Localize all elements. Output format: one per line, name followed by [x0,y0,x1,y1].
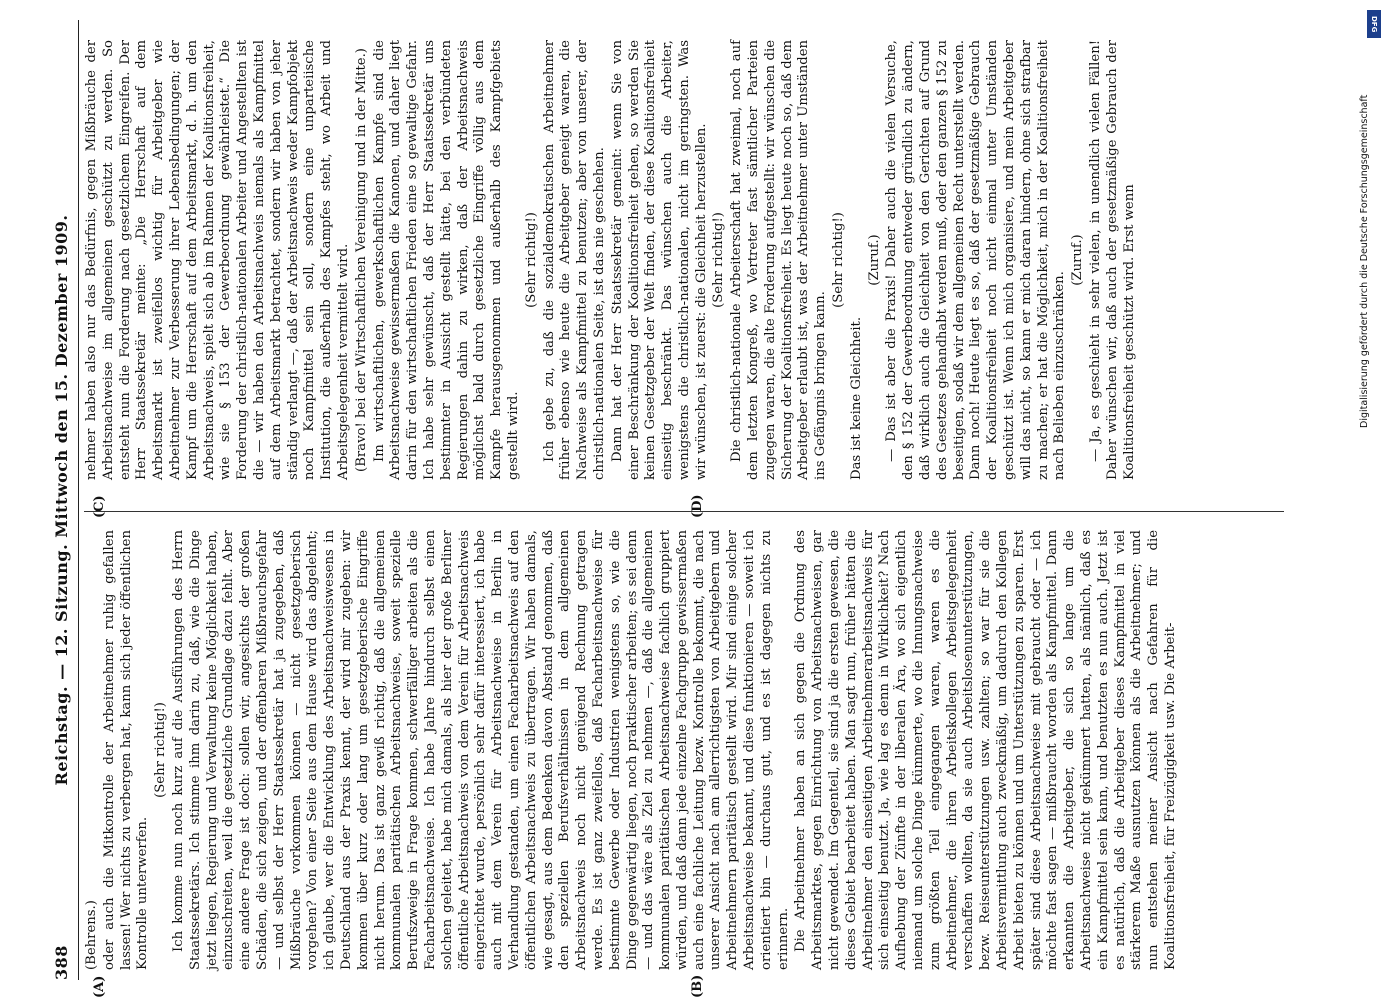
right-column-paragraph: — Ja, es geschieht in sehr vielen, in unendlich vielen Fällen! Daher wünschen wir, daß auch der gesetzmäßige Gebrauch der Koalitionsfreiheit geschützt wird. Erst wenn [1088,40,1137,480]
left-column-paragraph: Die Arbeitnehmer haben an sich gegen die Ordnung des Arbeitsmarktes, gegen Einrichtung von Arbeitsnachweisen, gar nicht gewendet. Im Gegenteil, sie sind ja die ersten gewesen, die dieses Gebiet bearbeitet haben. Man sagt nun, früher hätten die Arbeitnehmer den einseitigen Arbeitnehmerarbeitsnachweis für sich einseitig benutzt. Ja, wie lag es denn in Wirklichkeit? Nach Aufhebung der Zünfte in der liberalen Ära, wo sich eigentlich niemand um solche Dinge kümmerte, wo die Innungsnachweise zum größten Teil eingegangen waren, waren es die Arbeitnehmer, die ihren Arbeitskollegen Arbeitsgelegenheit verschaffen wollten, da sie auch Arbeitslosenunterstützungen, bezw. Reiseunterstützungen usw. zahlten; so war für sie die Arbeitsvermittlung auch zweckmäßig, um dadurch den Kollegen Arbeit bieten zu können und um Unterstützungen zu sparen. Erst später sind diese Arbeitsnachweise mit gebraucht oder — ich möchte fast sagen — mißbraucht worden als Kampfmittel. Dann erkannten die Arbeitgeber, die sich so lange um die Arbeitsnachweise nicht gekümmert hatten, als nämlich, daß es ein Kampfmittel sein kann, und benutzten es nun auch. Jetzt ist es natürlich, daß die Arbeitgeber dieses Kampfmittel in viel stärkerem Maße ausnutzen können als die Arbeitnehmer; und nun entstehen meiner Ansicht nach Gefahren für die Koalitionsfreiheit, für Freizügigkeit usw. Die Arbeit- [793,530,1178,970]
running-head: Reichstag. — 12. Sitzung. Mittwoch den 15. Dezember 1909. [52,214,71,786]
left-column-paragraph: (Behrens.) [84,900,99,970]
right-column-paragraph: Im wirtschaftlichen, gewerkschaftlichen Kampfe sind die Arbeitsnachweise gewissermaßen die Kanonen, und daher liegt darin für den wirtschaftlichen Frieden eine so gewaltige Gefahr. Ich habe sehr gewünscht, daß der Herr Staatssekretär uns bestimmter in Aussicht gestellt hätte, bei den verbündeten Regierungen dahin zu wirken, daß der Arbeitsnachweis möglichst bald durch gesetzliche Eingriffe völlig aus dem Kampfe herausgenommen und außerhalb des Kampfgebiets gestellt wird. [371,40,521,480]
right-column-paragraph: (Sehr richtig!) [831,212,847,308]
page-header [52,20,74,980]
right-column-paragraph: (Zuruf.) [866,234,882,286]
right-column-paragraph: (Sehr richtig!) [523,212,539,308]
page-number: 388 [52,945,71,980]
right-column-paragraph: — Das ist aber die Praxis! Daher auch die vielen Versuche, den § 152 der Gewerbeordnung entweder gründlich zu ändern, daß wirklich auch die Gleichheit von den Gerichten auf Grund des Gesetzes gehandhabt werden muß, oder den ganzen § 152 zu beseitigen, sodaß wir dem allgemeinen Recht unterstellt werden. Dann noch! Heute liegt es so, daß der gesetzmäßige Gebrauch der Koalitionsfreiheit noch nicht einmal unter Umständen geschützt ist. Wenn ich mich organisiere, und mein Arbeitgeber will das nicht, so kann er mich daran hindern, ohne sich strafbar zu machen; er hat die Möglichkeit, mich in der Koalitionsfreiheit nach Belieben einzuschränken. [884,40,1068,480]
right-column-paragraph: (Sehr richtig!) [711,212,727,308]
margin-mark-c: (C) [92,495,107,518]
left-column [84,530,1181,970]
credit-text: Digitalisierung gefördert durch die Deutsche Forschungsgemeinschaft [1359,94,1370,428]
right-column-paragraph: nehmer haben also nur das Bedürfnis, gegen Mißbräuche der Arbeitsnachweise im allgemeinen geschützt zu werden. So entsteht nun die Forderung nach gesetzlichem Eingreifen. Der Herr Staatssekretär meinte: „Die Herrschaft auf dem Arbeitsmarkt ist zweifellos wichtig für Arbeitgeber wie Arbeitnehmer zur Verbesserung ihrer Lebensbedingungen; der Kampf um die Herrschaft auf dem Arbeitsmarkt, d. h. um den Arbeitsnachweis, spielt sich ab im Rahmen der Koalitionsfreiheit, wie sie § 153 der Gewerbeordnung gewährleistet.“ Die Forderung der christlich-nationalen Arbeiter und Angestellten ist die — wir haben den Arbeitsnachweis niemals als Kampfmittel auf dem Arbeitsmarkt betrachtet, sondern wir haben von jeher ständig verlangt —, daß der Arbeitsnachweis weder Kampfobjekt noch Kampfmittel sein soll, sondern eine unparteiische Institution, die außerhalb des Kampfes steht, wo Arbeit und Arbeitsgelegenheit vermittelt wird. [84,40,351,480]
left-column-paragraph: (Sehr richtig!) [153,702,169,798]
right-column-paragraph: Ich gebe zu, daß die sozialdemokratischen Arbeitnehmer früher ebenso wie heute die Arbeitgeber geneigt waren, die Nachweise als Kampfmittel zu benutzen; aber von unserer, der christlich-nationalen Seite, ist das nie geschehen. [541,40,607,480]
dfg-logo: DFG [1367,10,1381,38]
column-divider [84,511,1284,512]
right-column-paragraph: Die christlich-nationale Arbeiterschaft hat zweimal, noch auf dem letzten Kongreß, wo Vertreter fast sämtlicher Parteien zugegen waren, die alte Forderung aufgestellt: wir wünschen die Sicherung der Koalitionsfreiheit. Es liegt heute noch so, daß dem Arbeitgeber erlaubt ist, was der Arbeitnehmer unter Umständen ins Gefängnis bringen kann. [729,40,829,480]
header-rule [78,20,79,980]
left-column-paragraph: Ich komme nun noch kurz auf die Ausführungen des Herrn Staatssekretärs. Ich stimme ihm darin zu, daß, wie die Dinge jetzt liegen, Regierung und Verwaltung keine Möglichkeit haben, einzuschreiten, weil die gesetzliche Grundlage dazu fehlt. Aber eine andere Frage ist doch: sollen wir, angesichts der großen Schäden, die sich zeigen, und der offenbaren Mißbrauchsgefahr — und selbst der Herr Staatssekretär hat ja zugegeben, daß Mißbräuche vorkommen können — nicht gesetzgeberisch vorgehen? Von einer Seite aus dem Hause wird das abgelehnt; ich glaube, wer die Entwicklung des Arbeitsnachweiswesens in Deutschland aus der Praxis kennt, der wird mir zugeben: wir kommen über kurz oder lang um gesetzgeberische Eingriffe nicht herum. Das ist ganz gewiß richtig, daß die allgemeinen kommunalen paritätischen Arbeitsnachweise, soweit spezielle Berufszweige in Frage kommen, schwerfälliger arbeiten als die Facharbeitsnachweise. Ich habe Jahre hindurch selbst einen solchen geleitet, habe mich damals, als hier der große Berliner öffentliche Arbeitsnachweis von dem Verein für Arbeitsnachweis eingerichtet wurde, persönlich sehr dafür interessiert, ich habe auch mit dem Verein für Arbeitsnachweise in Berlin in Verhandlung gestanden, um einen Facharbeitsnachweis auf den öffentlichen Arbeitsnachweis zu übertragen. Wir haben damals, wie gesagt, aus dem Bedenken davon Abstand genommen, daß den speziellen Berufsverhältnissen in dem allgemeinen Arbeitsnachweis noch nicht genügend Rechnung getragen werde. Es ist ganz zweifellos, daß Facharbeitsnachweise für bestimmte Gewerbe oder Industrien wenigstens so, wie die Dinge gegenwärtig liegen, noch praktischer arbeiten; es sei denn — und das wäre als Ziel zu nehmen —, daß die allgemeinen kommunalen paritätischen Arbeitsnachweise fachlich gruppiert würden, und daß dann jede einzelne Fachgruppe gewissermaßen auch eine fachliche Leitung bezw. Kontrolle bekommt, die nach unserer Ansicht nach am allerrichtigsten von Arbeitgebern und Arbeitnehmern paritätisch gestellt wird. Mir sind einige solcher Arbeitsnachweise bekannt, und diese funktionieren — soweit ich orientiert bin — durchaus gut, und es ist dagegen nichts zu erinnern. [170,530,791,970]
margin-mark-d: (D) [690,494,705,518]
right-column-paragraph: (Zuruf.) [1070,234,1086,286]
margin-mark-b: (B) [690,974,705,998]
right-column-paragraph: Das ist keine Gleichheit. [848,316,864,480]
right-column [84,40,1139,480]
margin-mark-a: (A) [92,975,107,998]
left-column-paragraph: oder auch die Mitkontrolle der Arbeitnehmer ruhig gefallen lassen! Wer nichts zu verbergen hat, kann sich jeder öffentlichen Kontrolle unterwerfen. [101,530,151,970]
digitization-credit [1352,8,1378,428]
right-column-paragraph: (Bravo! bei der Wirtschaftlichen Vereinigung und in der Mitte.) [353,48,369,472]
right-column-paragraph: Dann hat der Herr Staatssekretär gemeint: wenn Sie von einer Beschränkung der Koalitionsfreiheit gehen, so werden Sie keinen Gesetzgeber der Welt finden, der diese Koalitionsfreiheit einseitig beschränkt. Das wünschen auch die Arbeiter, wenigstens die christlich-nationalen, nicht im geringsten. Was wir wünschen, ist zuerst: die Gleichheit herzustellen. [609,40,709,480]
